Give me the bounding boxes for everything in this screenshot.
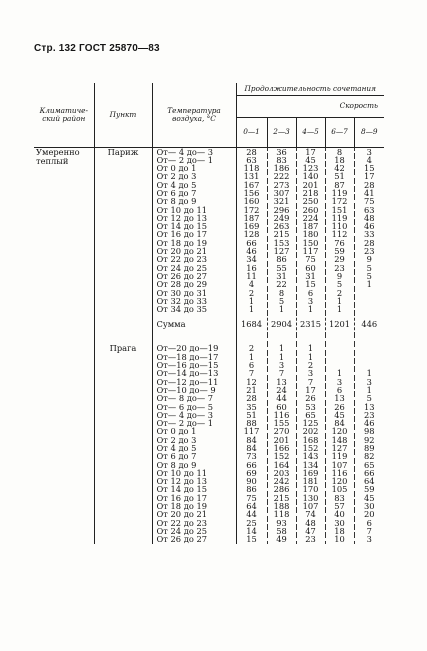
value-cell: 46: [354, 222, 384, 230]
value-cell: 160: [236, 197, 267, 205]
value-cell: 51: [325, 172, 354, 180]
value-cell: 30: [325, 519, 354, 527]
value-cell: 86: [236, 485, 267, 493]
value-cell: 155: [267, 419, 296, 427]
temperature-range-cell: От 20 до 21: [152, 247, 236, 255]
value-cell: 125: [296, 419, 325, 427]
value-cell: 1: [296, 344, 325, 352]
value-cell: 130: [296, 494, 325, 502]
temperature-range-cell: От 22 до 23: [152, 519, 236, 527]
value-cell: 164: [267, 461, 296, 469]
value-cell: 11: [236, 272, 267, 280]
value-cell: 169: [236, 222, 267, 230]
value-cell: 9: [354, 255, 384, 263]
value-cell: 148: [325, 436, 354, 444]
temperature-range-cell: От 24 до 25: [152, 264, 236, 272]
temperature-range-cell: От—12 до—11: [152, 378, 236, 386]
value-cell: 152: [296, 444, 325, 452]
spacer-cell: [325, 335, 354, 344]
value-cell: 83: [325, 494, 354, 502]
value-cell: 286: [267, 485, 296, 493]
temperature-range-cell: От 10 до 11: [152, 206, 236, 214]
value-cell: 8: [325, 147, 354, 156]
value-cell: 118: [236, 164, 267, 172]
temperature-range-cell: От 4 до 5: [152, 181, 236, 189]
temperature-range-cell: От 12 до 13: [152, 214, 236, 222]
value-cell: 1: [296, 305, 325, 313]
temperature-range-cell: От 18 до 19: [152, 239, 236, 247]
temperature-range-cell: От 2 до 3: [152, 436, 236, 444]
value-cell: 117: [296, 247, 325, 255]
value-cell: 116: [325, 469, 354, 477]
value-cell: 23: [296, 535, 325, 543]
value-cell: 47: [296, 527, 325, 535]
value-cell: 120: [325, 427, 354, 435]
value-cell: 87: [325, 181, 354, 189]
value-cell: 64: [236, 502, 267, 510]
value-cell: 7: [267, 369, 296, 377]
value-cell: [325, 344, 354, 352]
value-cell: 127: [325, 444, 354, 452]
value-cell: 187: [236, 214, 267, 222]
value-cell: 88: [236, 419, 267, 427]
temperature-range-cell: От 18 до 19: [152, 502, 236, 510]
sum-value-cell: 2904: [267, 313, 296, 335]
value-cell: 6: [236, 361, 267, 369]
value-cell: 69: [236, 469, 267, 477]
point-header: Пункт: [94, 83, 152, 147]
value-cell: [354, 353, 384, 361]
temperature-range-cell: От 6 до 7: [152, 452, 236, 460]
value-cell: 3: [296, 297, 325, 305]
value-cell: 98: [354, 427, 384, 435]
value-cell: 3: [354, 535, 384, 543]
value-cell: 66: [236, 461, 267, 469]
value-cell: 215: [267, 230, 296, 238]
value-cell: 172: [325, 197, 354, 205]
temperature-header: Температура воздуха, °С: [152, 83, 236, 147]
value-cell: 3: [354, 378, 384, 386]
value-cell: 3: [354, 147, 384, 156]
temperature-range-cell: От 16 до 17: [152, 230, 236, 238]
value-cell: 75: [296, 255, 325, 263]
value-cell: 23: [354, 411, 384, 419]
sum-value-cell: 1684: [236, 313, 267, 335]
value-cell: 63: [236, 156, 267, 164]
value-cell: 90: [236, 477, 267, 485]
temperature-range-cell: От— 2 до— 1: [152, 156, 236, 164]
value-cell: 28: [354, 181, 384, 189]
value-cell: 44: [236, 510, 267, 518]
value-cell: 172: [236, 206, 267, 214]
speed-range-header: 8—9: [354, 117, 384, 147]
climate-data-table: [34, 83, 384, 544]
value-cell: 1: [267, 305, 296, 313]
value-cell: 5: [325, 280, 354, 288]
temperature-range-cell: От 34 до 35: [152, 305, 236, 313]
value-cell: 4: [236, 280, 267, 288]
temperature-range-cell: От 0 до 1: [152, 164, 236, 172]
value-cell: [354, 289, 384, 297]
value-cell: 169: [296, 469, 325, 477]
value-cell: 188: [267, 502, 296, 510]
value-cell: 48: [354, 214, 384, 222]
temperature-range-cell: От 26 до 27: [152, 272, 236, 280]
temperature-range-cell: От—14 до—13: [152, 369, 236, 377]
value-cell: 3: [296, 369, 325, 377]
value-cell: 83: [267, 156, 296, 164]
value-cell: 23: [354, 247, 384, 255]
value-cell: 60: [296, 264, 325, 272]
empty-region-cell: [34, 344, 94, 543]
speed-range-header: 4—5: [296, 117, 325, 147]
value-cell: 140: [296, 172, 325, 180]
value-cell: 5: [354, 264, 384, 272]
value-cell: 5: [354, 272, 384, 280]
temperature-range-cell: От—20 до—19: [152, 344, 236, 352]
value-cell: 119: [325, 452, 354, 460]
value-cell: 49: [267, 535, 296, 543]
value-cell: 222: [267, 172, 296, 180]
value-cell: 107: [325, 461, 354, 469]
temperature-range-cell: От— 8 до— 7: [152, 394, 236, 402]
value-cell: 1: [354, 369, 384, 377]
climate-region-header: Климатиче- ский район: [34, 83, 94, 147]
value-cell: 167: [236, 181, 267, 189]
value-cell: 13: [325, 394, 354, 402]
temperature-range-cell: От—16 до—15: [152, 361, 236, 369]
value-cell: 156: [236, 189, 267, 197]
value-cell: 28: [236, 147, 267, 156]
value-cell: 64: [354, 477, 384, 485]
temperature-range-cell: От 4 до 5: [152, 444, 236, 452]
value-cell: 153: [267, 239, 296, 247]
value-cell: 116: [267, 411, 296, 419]
value-cell: 13: [354, 403, 384, 411]
value-cell: 15: [296, 280, 325, 288]
spacer-cell: [34, 335, 94, 344]
value-cell: 20: [354, 510, 384, 518]
speed-range-header: 6—7: [325, 117, 354, 147]
value-cell: 118: [267, 510, 296, 518]
value-cell: 2: [236, 344, 267, 352]
value-cell: 10: [325, 535, 354, 543]
value-cell: 170: [296, 485, 325, 493]
value-cell: 6: [296, 289, 325, 297]
value-cell: 31: [296, 272, 325, 280]
value-cell: [354, 344, 384, 352]
value-cell: 15: [236, 535, 267, 543]
temperature-range-cell: От 14 до 15: [152, 222, 236, 230]
value-cell: 82: [354, 452, 384, 460]
value-cell: 45: [325, 411, 354, 419]
value-cell: 8: [267, 289, 296, 297]
value-cell: 65: [296, 411, 325, 419]
value-cell: 53: [296, 403, 325, 411]
value-cell: 24: [267, 386, 296, 394]
value-cell: 73: [236, 452, 267, 460]
value-cell: 131: [236, 172, 267, 180]
sum-value-cell: 2315: [296, 313, 325, 335]
temperature-range-cell: От 26 до 27: [152, 535, 236, 543]
temperature-range-cell: От 2 до 3: [152, 172, 236, 180]
value-cell: 150: [296, 239, 325, 247]
temperature-range-cell: От 10 до 11: [152, 469, 236, 477]
value-cell: 202: [296, 427, 325, 435]
value-cell: 22: [267, 280, 296, 288]
value-cell: 123: [296, 164, 325, 172]
value-cell: 168: [296, 436, 325, 444]
temperature-range-cell: От— 4 до— 3: [152, 147, 236, 156]
temperature-range-cell: От—18 до—17: [152, 353, 236, 361]
value-cell: 7: [296, 378, 325, 386]
value-cell: 105: [325, 485, 354, 493]
value-cell: 36: [267, 147, 296, 156]
value-cell: 224: [296, 214, 325, 222]
value-cell: 1: [354, 280, 384, 288]
value-cell: 107: [296, 502, 325, 510]
value-cell: 119: [325, 214, 354, 222]
page-header: Стр. 132 ГОСТ 25870—83: [34, 43, 160, 54]
value-cell: 44: [267, 394, 296, 402]
value-cell: 263: [267, 222, 296, 230]
value-cell: 23: [325, 264, 354, 272]
temperature-range-cell: От 6 до 7: [152, 189, 236, 197]
value-cell: 28: [236, 394, 267, 402]
value-cell: 134: [296, 461, 325, 469]
value-cell: 48: [296, 519, 325, 527]
value-cell: 34: [236, 255, 267, 263]
value-cell: 84: [236, 436, 267, 444]
value-cell: 1: [236, 305, 267, 313]
value-cell: 86: [267, 255, 296, 263]
spacer-cell: [354, 335, 384, 344]
value-cell: 92: [354, 436, 384, 444]
temperature-range-cell: От 8 до 9: [152, 197, 236, 205]
value-cell: 2: [325, 289, 354, 297]
value-cell: 119: [325, 189, 354, 197]
value-cell: 18: [325, 527, 354, 535]
value-cell: 112: [325, 230, 354, 238]
value-cell: 110: [325, 222, 354, 230]
value-cell: 7: [354, 527, 384, 535]
value-cell: 296: [267, 206, 296, 214]
climate-region-cell: Умеренно теплый: [36, 146, 80, 166]
value-cell: 26: [296, 394, 325, 402]
value-cell: 1: [325, 369, 354, 377]
temperature-range-cell: От 16 до 17: [152, 494, 236, 502]
value-cell: 35: [236, 403, 267, 411]
table-body: [34, 147, 384, 544]
value-cell: 76: [325, 239, 354, 247]
value-cell: 201: [267, 436, 296, 444]
sum-label: Сумма: [152, 313, 236, 335]
value-cell: 117: [236, 427, 267, 435]
value-cell: 250: [296, 197, 325, 205]
value-cell: 12: [236, 378, 267, 386]
sum-value-cell: 446: [354, 313, 384, 335]
value-cell: 1: [236, 353, 267, 361]
value-cell: 30: [354, 502, 384, 510]
temperature-range-cell: От 20 до 21: [152, 510, 236, 518]
speed-header: Скорость: [236, 95, 384, 117]
value-cell: 59: [354, 485, 384, 493]
value-cell: 321: [267, 197, 296, 205]
value-cell: 84: [325, 419, 354, 427]
temperature-range-cell: От—10 до— 9: [152, 386, 236, 394]
value-cell: 218: [296, 189, 325, 197]
temperature-range-cell: От 28 до 29: [152, 280, 236, 288]
value-cell: 128: [236, 230, 267, 238]
value-cell: 5: [267, 297, 296, 305]
value-cell: 120: [325, 477, 354, 485]
value-cell: 18: [325, 156, 354, 164]
value-cell: 201: [296, 181, 325, 189]
value-cell: 6: [325, 386, 354, 394]
value-cell: 203: [267, 469, 296, 477]
value-cell: 186: [267, 164, 296, 172]
value-cell: 1: [267, 353, 296, 361]
temperature-range-cell: От 12 до 13: [152, 477, 236, 485]
temperature-range-cell: От— 2 до— 1: [152, 419, 236, 427]
value-cell: 1: [325, 305, 354, 313]
value-cell: 42: [325, 164, 354, 172]
temperature-range-cell: От— 6 до— 5: [152, 403, 236, 411]
value-cell: 45: [296, 156, 325, 164]
value-cell: 58: [267, 527, 296, 535]
value-cell: 17: [296, 386, 325, 394]
value-cell: 75: [236, 494, 267, 502]
value-cell: 3: [267, 361, 296, 369]
value-cell: 25: [236, 519, 267, 527]
duration-header: Продолжительность сочетания: [236, 83, 384, 95]
value-cell: 66: [236, 239, 267, 247]
value-cell: 17: [354, 172, 384, 180]
value-cell: 7: [236, 369, 267, 377]
value-cell: 187: [296, 222, 325, 230]
value-cell: 9: [325, 272, 354, 280]
value-cell: 260: [296, 206, 325, 214]
value-cell: 13: [267, 378, 296, 386]
value-cell: 59: [325, 247, 354, 255]
sum-value-cell: 1201: [325, 313, 354, 335]
value-cell: 66: [354, 469, 384, 477]
value-cell: 3: [325, 378, 354, 386]
speed-range-header: 0—1: [236, 117, 267, 147]
value-cell: 249: [267, 214, 296, 222]
value-cell: [354, 297, 384, 305]
value-cell: 166: [267, 444, 296, 452]
value-cell: 270: [267, 427, 296, 435]
temperature-range-cell: От 8 до 9: [152, 461, 236, 469]
value-cell: 6: [354, 519, 384, 527]
value-cell: 46: [354, 419, 384, 427]
temperature-range-cell: От 14 до 15: [152, 485, 236, 493]
value-cell: [325, 353, 354, 361]
value-cell: 89: [354, 444, 384, 452]
value-cell: 1: [354, 386, 384, 394]
temperature-range-cell: От 22 до 23: [152, 255, 236, 263]
value-cell: 46: [236, 247, 267, 255]
value-cell: 31: [267, 272, 296, 280]
value-cell: 26: [325, 403, 354, 411]
value-cell: 273: [267, 181, 296, 189]
value-cell: 16: [236, 264, 267, 272]
value-cell: [354, 305, 384, 313]
value-cell: 93: [267, 519, 296, 527]
temperature-range-cell: От 30 до 31: [152, 289, 236, 297]
value-cell: 21: [236, 386, 267, 394]
value-cell: 57: [325, 502, 354, 510]
value-cell: 65: [354, 461, 384, 469]
city-cell: Прага: [94, 344, 152, 543]
value-cell: 151: [325, 206, 354, 214]
value-cell: 152: [267, 452, 296, 460]
value-cell: 2: [236, 289, 267, 297]
value-cell: 1: [236, 297, 267, 305]
value-cell: 45: [354, 494, 384, 502]
value-cell: 4: [354, 156, 384, 164]
temperature-range-cell: От 0 до 1: [152, 427, 236, 435]
temperature-range-cell: От 32 до 33: [152, 297, 236, 305]
value-cell: 143: [296, 452, 325, 460]
value-cell: 15: [354, 164, 384, 172]
city-cell: Париж: [94, 147, 152, 335]
speed-range-header: 2—3: [267, 117, 296, 147]
value-cell: 242: [267, 477, 296, 485]
value-cell: 41: [354, 189, 384, 197]
value-cell: 180: [296, 230, 325, 238]
temperature-range-cell: От— 4 до— 3: [152, 411, 236, 419]
value-cell: 28: [354, 239, 384, 247]
value-cell: 1: [267, 344, 296, 352]
value-cell: 60: [267, 403, 296, 411]
value-cell: 215: [267, 494, 296, 502]
value-cell: 5: [354, 394, 384, 402]
value-cell: 127: [267, 247, 296, 255]
value-cell: 181: [296, 477, 325, 485]
value-cell: 55: [267, 264, 296, 272]
value-cell: 84: [236, 444, 267, 452]
value-cell: 1: [296, 353, 325, 361]
value-cell: 17: [296, 147, 325, 156]
value-cell: 40: [325, 510, 354, 518]
value-cell: 74: [296, 510, 325, 518]
value-cell: 33: [354, 230, 384, 238]
value-cell: 51: [236, 411, 267, 419]
value-cell: 14: [236, 527, 267, 535]
value-cell: 29: [325, 255, 354, 263]
temperature-range-cell: От 24 до 25: [152, 527, 236, 535]
value-cell: 307: [267, 189, 296, 197]
value-cell: 1: [325, 297, 354, 305]
value-cell: 2: [296, 361, 325, 369]
value-cell: 63: [354, 206, 384, 214]
value-cell: 75: [354, 197, 384, 205]
